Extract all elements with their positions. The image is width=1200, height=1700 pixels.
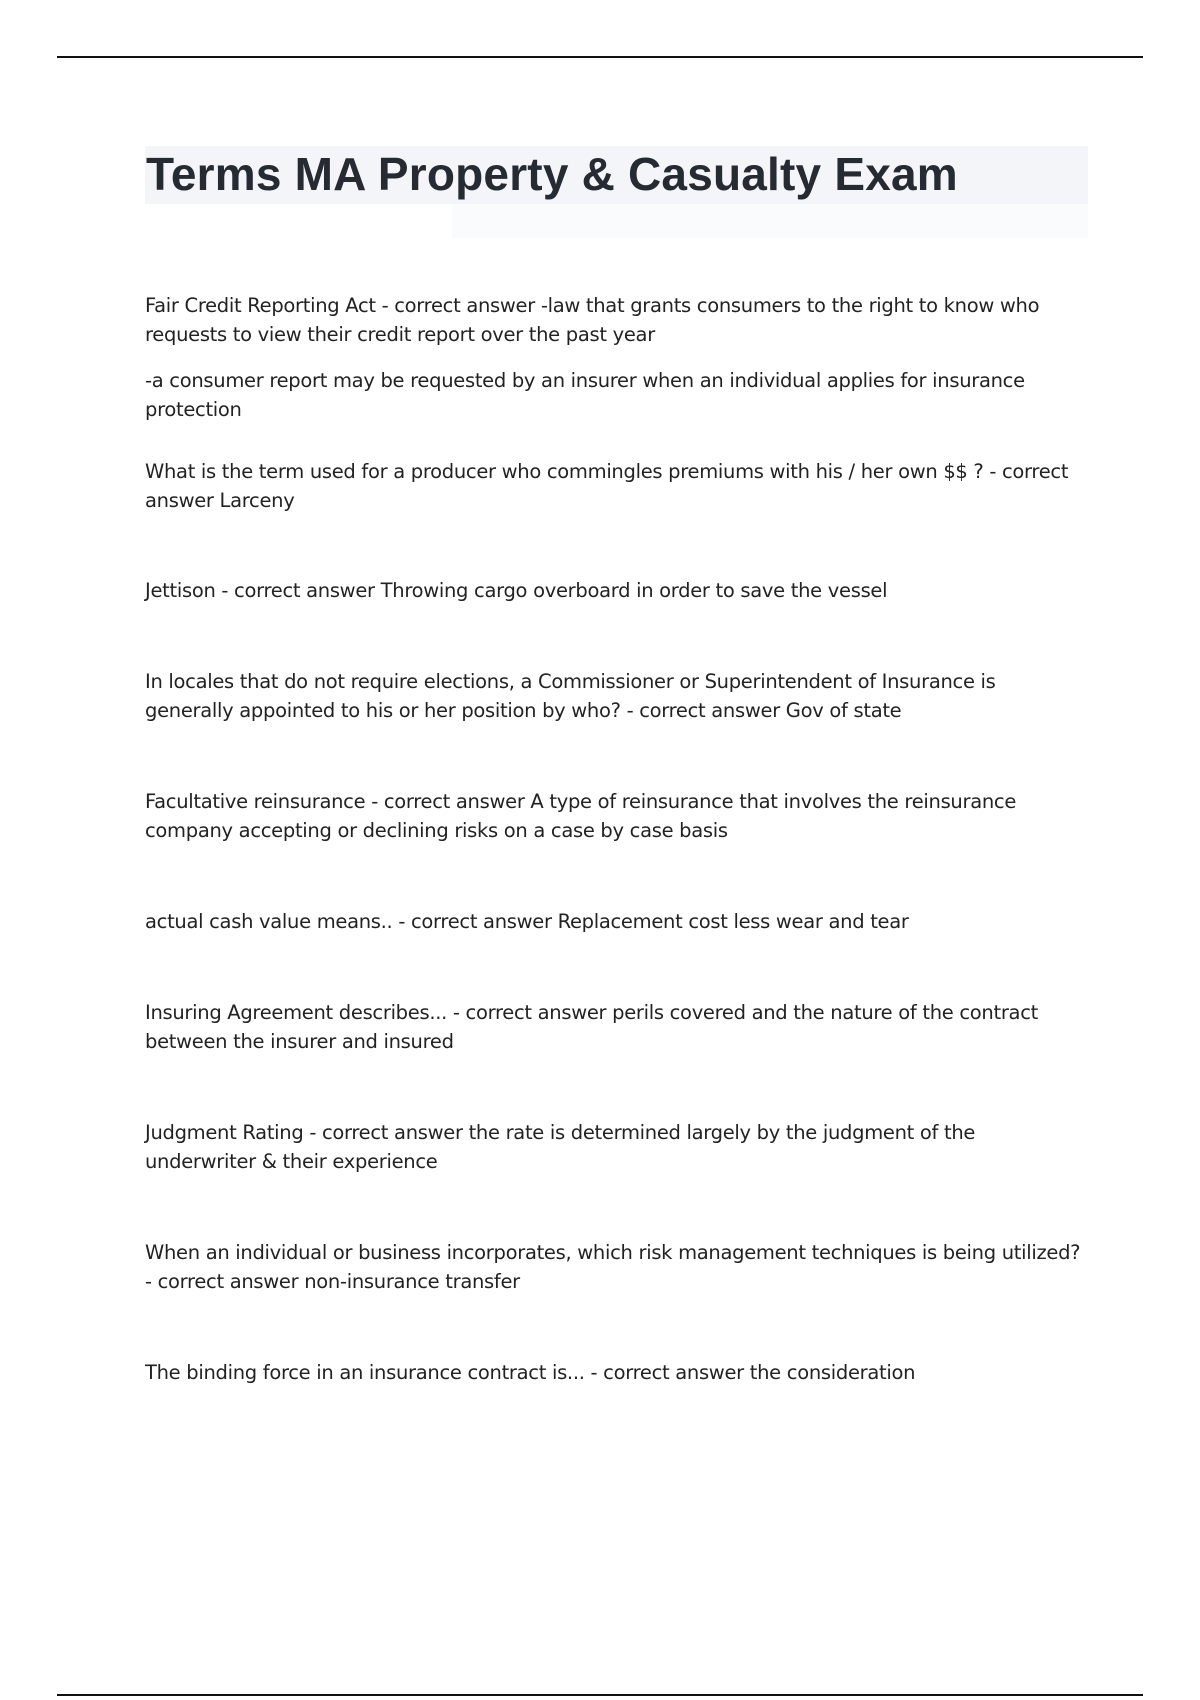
qa-item-fair-credit-reporting-act: Fair Credit Reporting Act - correct answer -law that grants consumers to the right to know who requests to view their credit report over the past year <box>145 294 1040 346</box>
qa-item-actual-cash-value: actual cash value means.. - correct answer Replacement cost less wear and tear <box>145 910 909 933</box>
title-highlight-shadow <box>452 204 1088 238</box>
qa-item-commingles-premiums: What is the term used for a producer who commingles premiums with his / her own $$ ? - correct answer Larceny <box>145 460 1069 512</box>
page-title: Terms MA Property & Casualty Exam <box>146 148 958 200</box>
qa-item-facultative-reinsurance: Facultative reinsurance - correct answer A type of reinsurance that involves the reinsurance company accepting or declining risks on a case by case basis <box>145 790 1017 842</box>
qa-item-commissioner-appointed: In locales that do not require elections, a Commissioner or Superintendent of Insurance is generally appointed to his or her position by who? - correct answer Gov of state <box>145 670 996 722</box>
qa-item-binding-force: The binding force in an insurance contract is... - correct answer the consideration <box>145 1361 916 1384</box>
qa-item-jettison: Jettison - correct answer Throwing cargo overboard in order to save the vessel <box>145 579 888 602</box>
top-rule <box>57 56 1143 58</box>
qa-item-incorporates-risk-technique: When an individual or business incorporates, which risk management techniques is being utilized? - correct answer non-insurance transfer <box>145 1241 1081 1293</box>
qa-item-consumer-report: -a consumer report may be requested by an insurer when an individual applies for insurance protection <box>145 369 1025 421</box>
bottom-rule <box>57 1694 1143 1696</box>
qa-item-judgment-rating: Judgment Rating - correct answer the rate is determined largely by the judgment of the underwriter & their experience <box>145 1121 976 1173</box>
qa-item-insuring-agreement: Insuring Agreement describes... - correct answer perils covered and the nature of the contract between the insurer and insured <box>145 1001 1038 1053</box>
